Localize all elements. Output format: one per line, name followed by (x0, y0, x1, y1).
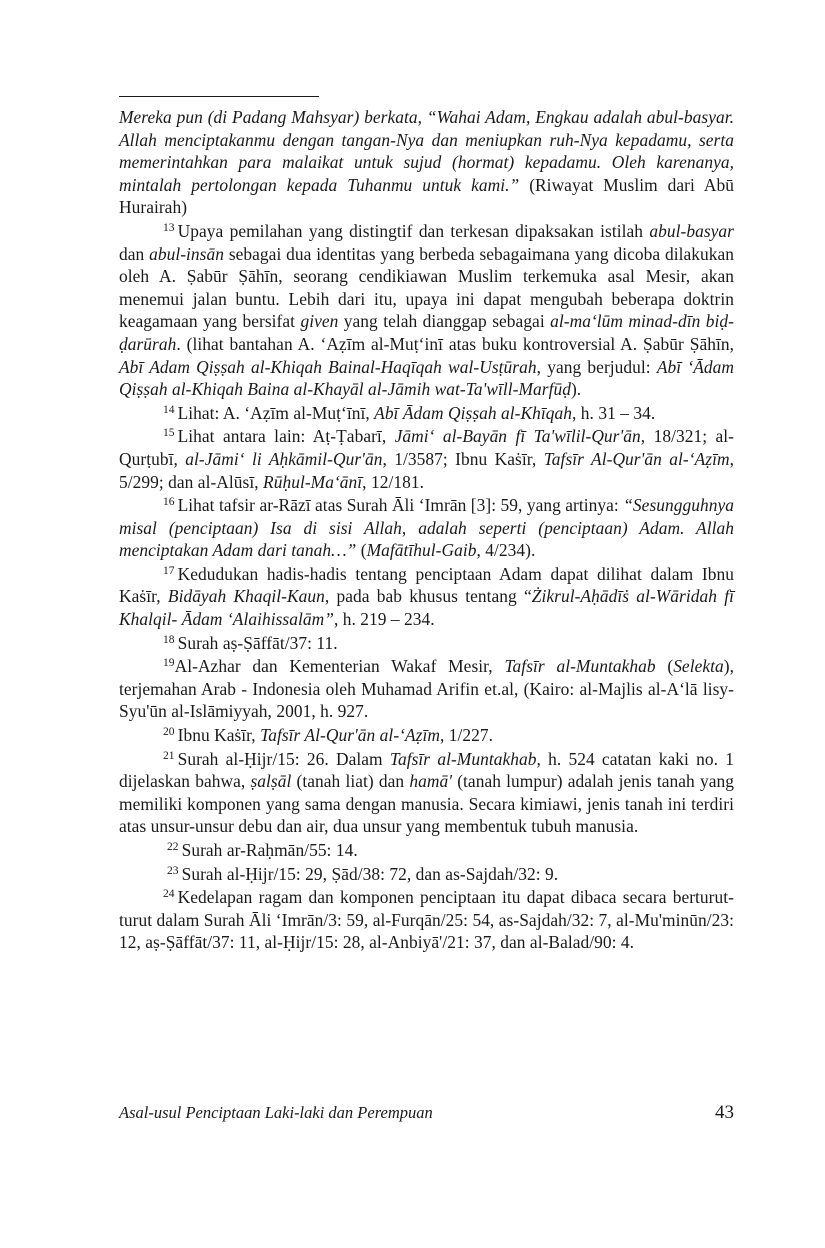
footnote-text: , h. 31 – 34. (572, 402, 656, 423)
footnote-text: Lihat antara lain: Aṭ-Ṭabarī, (177, 426, 395, 447)
footnote-italic-text: ṣalṣāl (250, 771, 292, 792)
footnote-text: Surah aṣ-Ṣāffāt/37: 11. (177, 632, 338, 653)
footnote-italic-text: Tafsīr Al-Qur'ān al-‘Aẓīm (260, 725, 440, 746)
footnote-text: Al-Azhar dan Kementerian Wakaf Mesir, (174, 656, 505, 677)
footnote-number: 14 (163, 403, 175, 416)
footnote-continued (119, 106, 734, 219)
footnote-number: 24 (163, 888, 175, 901)
footnote-text: , yang berjudul: (536, 356, 657, 377)
footnote-16 (119, 494, 734, 562)
footnote-text: Kedelapan ragam dan komponen penciptaan itu dapat dibaca secara berturut-turut dalam Surah Āli ‘Imrān/3: 59, al-Furqān/25: 54, as-Sajdah/32: 7, al-Mu'minūn/23: 12, aṣ-Ṣāffāt/37: 11, al-Ḥijr/15: 28, al-Anbiyā'/21: 37, dan al-Balad/90: 4. (119, 887, 734, 953)
footnote-text: ). (570, 379, 582, 400)
footnotes-area (119, 96, 734, 955)
footnote-italic-text: Mafātīhul-Gaib (366, 540, 477, 561)
footnote-text: yang telah dianggap sebagai (338, 311, 551, 332)
footnote-18 (119, 632, 734, 655)
footnote-number: 17 (163, 564, 175, 577)
page-number: 43 (715, 1102, 734, 1123)
footnote-text: , h. 219 – 234. (333, 609, 435, 630)
footnote-21 (119, 748, 734, 838)
footnote-number: 18 (163, 633, 175, 646)
footnote-italic-text: Abī Ādam Qiṣṣah al-Khīqah (374, 402, 573, 423)
footnote-text: Upaya pemilahan yang distingtif dan terkesan dipaksakan istilah (177, 220, 650, 241)
footnote-italic-text: Bidāyah Khaqil-Kaun (167, 586, 325, 607)
footnote-text: Surah al-Ḥijr/15: 29, Ṣād/38: 72, dan as-Sajdah/32: 9. (181, 863, 559, 884)
footnote-text: sebagai dua identitas yang berbeda sebagaimana yang dicoba dilakukan oleh A. Ṣabūr Ṣāhīn, seorang cendikiawan Muslim terkemuka asal Mesir, akan menemui jalan buntu. Lebih dari itu, upaya ini dapat mengubah beberapa doktrin keagamaan yang bersifat (119, 243, 734, 332)
footnote-separator-rule (119, 96, 319, 97)
footnote-14 (119, 402, 734, 425)
footnote-text: Lihat: A. ‘Aẓīm al-Muṭ‘īnī, (177, 402, 375, 423)
footnote-text: Lihat tafsir ar-Rāzī atas Surah Āli ‘Imrān [3]: 59, yang artinya: (177, 495, 624, 516)
footnote-italic-text: Tafsīr al-Muntakhab (504, 656, 656, 677)
footnote-italic-text: Abī Adam Qiṣṣah al-Khiqah Bainal-Haqīqah wal-Usṭūrah (119, 356, 537, 377)
footnote-text: ), terjemahan Arab - Indonesia oleh Muhamad Arifin et.al, (Kairo: al-Majlis al-A‘lā lisy-Syu'ūn al-Islāmiyyah, 2001, h. 927. (119, 656, 734, 722)
footnote-list (119, 106, 734, 954)
footnote-number: 19 (163, 657, 175, 670)
footnote-text: ( (356, 540, 367, 561)
footnote-number: 21 (163, 749, 175, 762)
footnote-italic-text: Jāmi‘ al-Bayān fī Ta'wīlil-Qur'ān, (394, 426, 646, 447)
footnote-italic-text: Selekta (673, 656, 724, 677)
footnote-number: 22 (167, 841, 179, 853)
footnote-text: , 12/181. (362, 471, 424, 492)
running-title: Asal-usul Penciptaan Laki-laki dan Perempuan (119, 1103, 433, 1122)
footnote-text: Ibnu Kaṡīr, (177, 725, 261, 746)
footnote-italic-text: abul-basyar (649, 220, 734, 241)
footnote-number: 20 (163, 726, 175, 739)
footnote-italic-text: hamā' (409, 771, 453, 792)
footnote-17 (119, 563, 734, 631)
footnote-24 (119, 886, 734, 954)
footnote-22 (119, 839, 734, 862)
footnote-text: (tanah liat) dan (291, 771, 410, 792)
footnote-italic-text: Żikrul-Aḥādīṡ al-Wāridah fī Khalqil- Ādam ‘Alaihissalām” (119, 586, 735, 630)
footnote-text: h. 524 catatan kaki no. 1 dijelaskan bahwa, (119, 748, 734, 792)
footnote-19 (119, 655, 734, 723)
footnote-text: , 1/227. (439, 725, 494, 746)
footnote-italic-text: Tafsīr al-Muntakhab, (389, 748, 541, 769)
page-footer (119, 1102, 734, 1124)
footnote-italic-text: abul-insān (149, 243, 224, 264)
footnote-23 (119, 863, 734, 886)
footnote-text: Surah al-Ḥijr/15: 26. Dalam (177, 748, 390, 769)
footnote-text: , 5/299; dan al-Alūsī, (119, 448, 734, 492)
footnote-number: 13 (163, 221, 175, 234)
footnote-italic-text: Rūḥul-Ma‘ānī (263, 471, 363, 492)
footnote-text: , pada bab khusus tentang “ (324, 586, 532, 607)
footnote-italic-text: Tafsīr Al-Qur'ān al-‘Aẓīm (543, 448, 730, 469)
footnote-italic-text: al-ma‘lūm minad-dīn biḍ-ḍarūrah (119, 311, 734, 354)
footnote-italic-text: “Sesungguhnya misal (penciptaan) Isa di sisi Allah, adalah seperti (penciptaan) Adam. Allah menciptakan Adam dari tanah…” (119, 495, 734, 561)
footnote-text: Kedudukan hadis-hadis tentang penciptaan Adam dapat dilihat dalam Ibnu Kaṡīr, (119, 563, 734, 607)
footnote-text: , 4/234). (476, 540, 536, 561)
footnote-text: (tanah lumpur) adalah jenis tanah yang memiliki komponen yang sama dengan manusia. Secara kimiawi, jenis tanah ini terdiri atas unsur-unsur debu dan air, dua unsur yang membentuk tubuh manusia. (119, 771, 735, 837)
footnote-number: 16 (163, 496, 175, 509)
footnote-italic-text: Mereka pun (di Padang Mahsyar) berkata, “Wahai Adam, Engkau adalah abul-basyar. Allah menciptakanmu dengan tangan-Nya dan meniupkan ruh-Nya kepadamu, serta memerintahkan para malaikat untuk sujud (hormat) kepadamu. Oleh karenanya, mintalah pertolongan kepada Tuhanmu untuk kami.” (119, 107, 734, 195)
footnote-15 (119, 425, 734, 493)
footnote-text: , 1/3587; Ibnu Kaṡīr, (382, 448, 544, 469)
footnote-text: . (lihat bantahan A. ‘Aẓīm al-Muṭ‘inī atas buku kontroversial A. Ṣabūr Ṣāhīn, (176, 333, 734, 354)
footnote-italic-text: Abī ‘Ādam Qiṣṣah al-Khiqah Baina al-Khayāl al-Jāmih wat-Ta'wīll-Marfūḍ (119, 356, 734, 400)
footnote-italic-text: given (300, 311, 339, 332)
footnote-text: ( (655, 656, 674, 677)
footnote-number: 23 (167, 864, 179, 877)
footnote-number: 15 (163, 427, 175, 440)
footnote-italic-text: al-Jāmi‘ li Aḥkāmil-Qur'ān (185, 448, 383, 469)
footnote-text: (Riwayat Muslim dari Abū Hurairah) (119, 174, 735, 218)
footnote-20 (119, 724, 734, 747)
footnote-text: dan (119, 243, 150, 264)
footnote-13 (119, 220, 734, 401)
footnote-text: Surah ar-Raḥmān/55: 14. (181, 840, 358, 860)
footnote-text: 18/321; al-Qurṭubī, (119, 426, 734, 469)
